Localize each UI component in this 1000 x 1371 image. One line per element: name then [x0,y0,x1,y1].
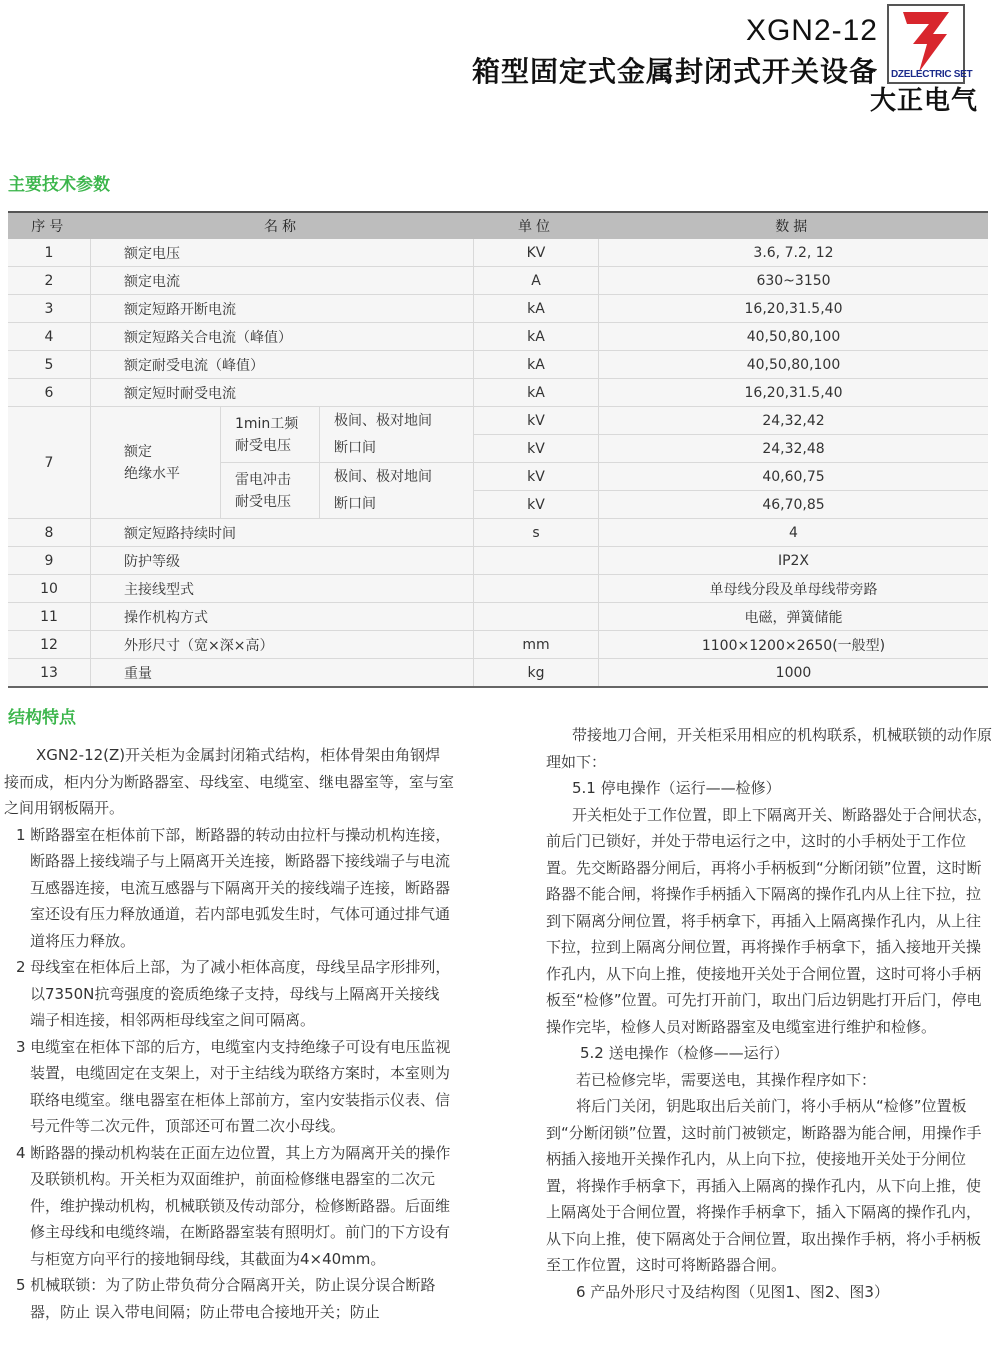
logo-text: DZELECTRIC SET [891,69,973,80]
row-name: 额定电压 [91,239,474,267]
row-value: 40,50,80,100 [599,323,989,351]
row-value: 1000 [599,659,989,688]
row-no: 7 [8,407,91,519]
row-name: 防护等级 [91,547,474,575]
row-unit: kA [474,323,599,351]
list-item: 3 电缆室在柜体下部的后方，电缆室内支持绝缘子可设有电压监视装置，电缆固定在支架上，对于主结线为联络方案时，本室则为联络电缆室。继电器室在柜体上部前方，室内安装指示仪表、信号元件等二次元件，顶部还可布置二次小母线。 [16,1037,451,1135]
row-unit: kV [474,407,599,435]
paragraph: 6 产品外形尺寸及结构图（见图1、图2、图3） [576,1282,889,1301]
row-value: 46,70,85 [599,491,989,519]
row-unit [474,547,599,575]
row-no: 2 [8,267,91,295]
header-unit: 单位 [474,212,599,239]
brand-logo [887,4,973,84]
row-name: 额定短路关合电流（峰值） [91,323,474,351]
row-value: 630~3150 [599,267,989,295]
insulation-group-lightning [221,463,320,519]
row-no: 3 [8,295,91,323]
params-section-title: 主要技术参数 [8,175,110,195]
list-item: 4 断路器的操动机构装在正面左边位置，其上方为隔离开关的操作及联锁机构。开关柜为双面维护，前面检修继电器室的二次元件，维护操动机构，机械联锁及传动部分，检修断路器。后面维修主母线和电缆终端，在断路器室装有照明灯。前门的下方设有与柜宽方向平行的接地铜母线，其截面为4×40mm。 [16,1143,451,1268]
table-row [8,407,988,435]
table-row [8,519,988,547]
row-unit: kV [474,463,599,491]
group-power-line1: 1min工频 [235,415,299,432]
insulation-sub-break: 断口间 [320,435,474,463]
structure-right-column [546,722,994,1305]
row-unit: s [474,519,599,547]
row-no: 9 [8,547,91,575]
row-no: 10 [8,575,91,603]
product-title: 箱型固定式金属封闭式开关设备 [471,55,878,88]
insulation-name-line1: 额定 [124,443,152,460]
row-name: 额定短路持续时间 [91,519,474,547]
header-no: 序号 [8,212,91,239]
row-unit: A [474,267,599,295]
row-no: 12 [8,631,91,659]
row-name: 重量 [91,659,474,688]
table-row [8,267,988,295]
row-value: 24,32,42 [599,407,989,435]
insulation-name [91,407,221,519]
list-item: 2 母线室在柜体后上部，为了减小柜体高度，母线呈品字形排列，以7350N抗弯强度的瓷质绝缘子支持，母线与上隔离开关接线端子相连接，相邻两柜母线室之间可隔离。 [16,958,451,1029]
paragraph: 若已检修完毕，需要送电，其操作程序如下： [576,1070,877,1089]
structure-section-title: 结构特点 [8,708,76,728]
row-no: 5 [8,351,91,379]
row-value: 40,50,80,100 [599,351,989,379]
row-value: 单母线分段及单母线带旁路 [599,575,989,603]
table-row [8,351,988,379]
subheading: 5.2 送电操作（检修——运行） [580,1044,789,1062]
row-no: 6 [8,379,91,407]
table-header-row [8,212,988,239]
row-unit: kg [474,659,599,688]
group-power-line2: 耐受电压 [235,437,291,454]
table-row [8,603,988,631]
row-no: 13 [8,659,91,688]
structure-left-column [4,742,454,1325]
row-name: 额定短路开断电流 [91,295,474,323]
row-value: 3.6, 7.2, 12 [599,239,989,267]
header-value: 数据 [599,212,989,239]
row-name: 额定短时耐受电流 [91,379,474,407]
paragraph: 开关柜处于工作位置，即上下隔离开关、断路器处于合闸状态，前后门已锁好，并处于带电运行之中，这时的小手柄处于工作位置。先交断路器分闸后，再将小手柄板到“分断闭锁”位置，这时断路器不能合闸，将操作手柄插入下隔离的操作孔内从上往下拉，拉到下隔离分闸位置，将手柄拿下，再插入上隔离操作孔内，从上往下拉，拉到上隔离分闸位置，再将操作手柄拿下，插入接地开关操作孔内，从下向上推，使接地开关处于合闸位置，这时可将小手柄板至“检修”位置。可先打开前门，取出门后边钥匙打开后门，停电操作完毕，检修人员对断路器室及电缆室进行维护和检修。 [546,805,993,1036]
row-unit: kA [474,379,599,407]
row-value: 40,60,75 [599,463,989,491]
row-name: 额定耐受电流（峰值） [91,351,474,379]
row-value: 4 [599,519,989,547]
subheading: 5.1 停电操作（运行——检修） [572,779,781,797]
list-item: 1 断路器室在柜体前下部，断路器的转动由拉杆与操动机构连接，断路器上接线端子与上隔离开关连接，断路器下接线端子与电流互感器连接，电流互感器与下隔离开关的接线端子连接，断路器室还设有压力释放通道，若内部电弧发生时，气体可通过排气通道将压力释放。 [16,825,451,950]
insulation-sub-pole: 极间、极对地间 [320,407,474,435]
brand-name: 大正电气 [870,86,979,116]
table-row [8,575,988,603]
insulation-name-line2: 绝缘水平 [124,465,180,482]
product-model: XGN2-12 [745,14,878,47]
row-no: 11 [8,603,91,631]
insulation-group-power [221,407,320,463]
table-row [8,295,988,323]
row-unit: mm [474,631,599,659]
row-value: 电磁，弹簧储能 [599,603,989,631]
row-name: 额定电流 [91,267,474,295]
paragraph: 将后门关闭，钥匙取出后关前门，将小手柄从“检修”位置板到“分断闭锁”位置，这时前门被锁定，断路器为能合闸，用操作手柄插入接地开关操作孔内，从上向下拉，使接地开关处于分闸位置，将操作手柄拿下，再插入上隔离的操作孔内，从下向上推，使上隔离处于合闸位置，将操作手柄拿下，插入下隔离的操作孔内，从下向上推，使下隔离处于合闸位置，取出操作手柄，将小手柄板至工作位置，这时可将断路器合闸。 [546,1097,982,1274]
insulation-sub-pole: 极间、极对地间 [320,463,474,491]
table-row [8,239,988,267]
row-unit: kV [474,435,599,463]
params-table [8,211,988,688]
table-row [8,547,988,575]
row-no: 1 [8,239,91,267]
table-row [8,659,988,688]
header-name: 名称 [91,212,474,239]
group-lightning-line1: 雷电冲击 [235,471,291,488]
paragraph: 带接地刀合闸，开关柜采用相应的机构联系，机械联锁的动作原理如下： [546,726,993,771]
row-unit [474,603,599,631]
list-item: 5 机械联锁：为了防止带负荷分合隔离开关，防止误分误合断路器，防止 误入带电间隔；防止带电合接地开关；防止 [16,1276,436,1321]
row-value: 24,32,48 [599,435,989,463]
row-unit [474,575,599,603]
table-row [8,631,988,659]
paragraph: XGN2-12(Z)开关柜为金属封闭箱式结构，柜体骨架由角钢焊接而成，柜内分为断路器室、母线室、电缆室、继电器室等，室与室之间用钢板隔开。 [4,746,455,817]
row-name: 操作机构方式 [91,603,474,631]
row-value: 16,20,31.5,40 [599,295,989,323]
row-name: 主接线型式 [91,575,474,603]
group-lightning-line2: 耐受电压 [235,493,291,510]
row-value: 16,20,31.5,40 [599,379,989,407]
table-row [8,379,988,407]
row-value: IP2X [599,547,989,575]
page-header [0,0,1000,120]
insulation-sub-break: 断口间 [320,491,474,519]
row-value: 1100×1200×2650(一般型) [599,631,989,659]
row-unit: KV [474,239,599,267]
row-no: 4 [8,323,91,351]
row-name: 外形尺寸（宽×深×高） [91,631,474,659]
table-row [8,323,988,351]
row-no: 8 [8,519,91,547]
row-unit: kV [474,491,599,519]
row-unit: kA [474,295,599,323]
row-unit: kA [474,351,599,379]
